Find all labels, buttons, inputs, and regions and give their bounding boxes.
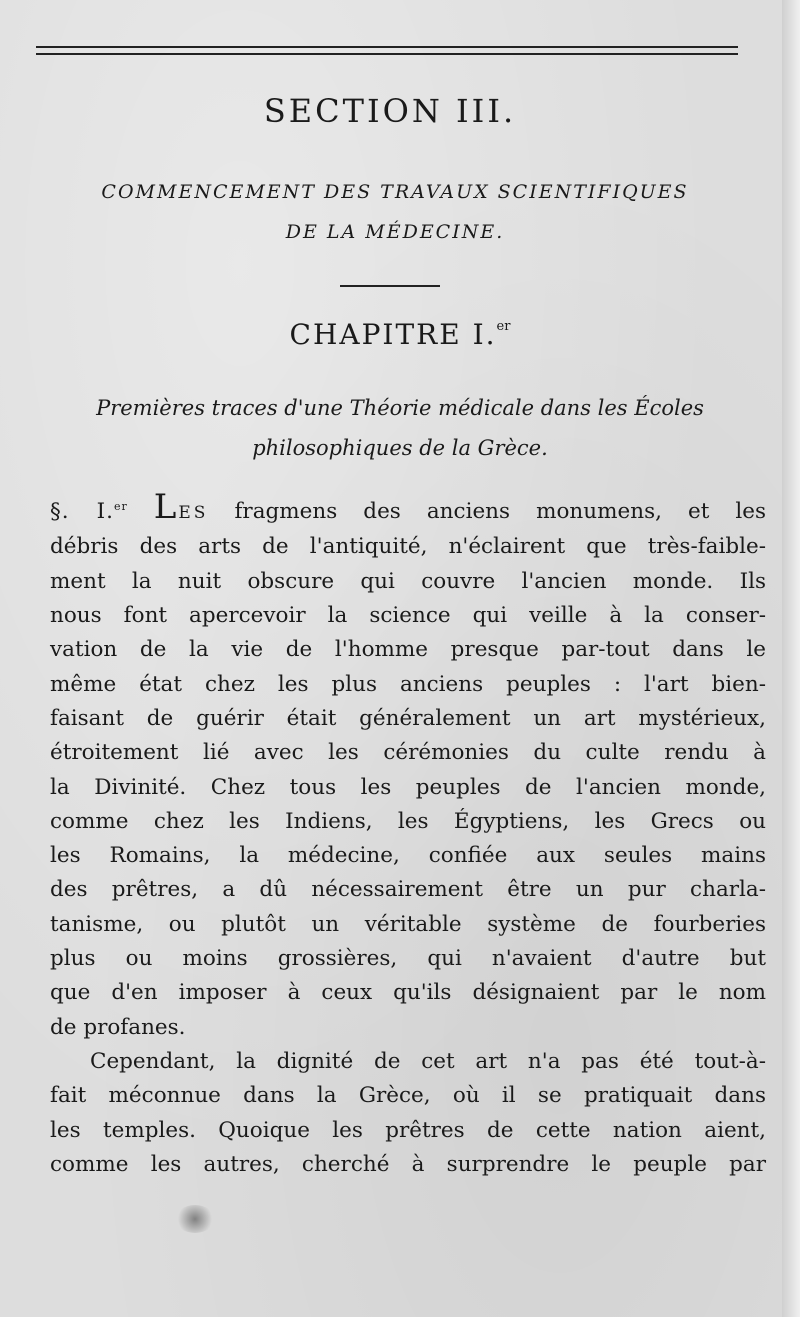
paragraph-mark [50,499,128,524]
section-subtitle-line-1: COMMENCEMENT DES TRAVAUX SCIENTIFIQUES [101,181,689,203]
small-caps: ES [178,503,209,524]
text-line: comme chez les Indiens, les Égyptiens, les Grecs ou [50,808,766,834]
paragraph-2-first-line: Cependant, la dignité de cet art n'a pas été tout-à- [90,1048,766,1074]
chapter-subtitle [30,388,770,468]
chapter-title-text: CHAPITRE I. [289,318,497,351]
chapter-title-sup: er [496,319,511,334]
top-double-rule [36,46,738,55]
text-line: tanisme, ou plutôt un véritable système de fourberies [50,911,766,937]
text-line: que d'en imposer à ceux qu'ils désignaient par le nom [50,980,766,1006]
section-subtitle [30,172,760,252]
paragraph-mark-text: §. I. [50,499,114,525]
text-line: plus ou moins grossières, qui n'avaient d'autre but [50,946,766,972]
text-line: des prêtres, a dû nécessairement être un pur charla- [50,877,766,903]
text-line: vation de la vie de l'homme presque par-tout dans le [50,637,766,663]
drop-cap: L [153,487,179,528]
text-line: de profanes. [50,1014,186,1040]
text-line: nous font apercevoir la science qui veille à la conser- [50,603,766,629]
separator-rule [340,285,440,287]
section-title: SECTION III. [263,92,517,130]
section-subtitle-line-2: DE LA MÉDECINE. [285,221,505,243]
text-line: les temples. Quoique les prêtres de cette nation aient, [50,1117,766,1143]
text-line: faisant de guérir était généralement un art mystérieux, [50,705,766,731]
paragraph-1-first-line [50,487,766,530]
text-line: comme les autres, cherché à surprendre le peuple par [50,1151,766,1177]
ink-smudge [175,1205,215,1233]
body-text [50,487,766,1182]
text-line: fait méconnue dans la Grèce, où il se pratiquait dans [50,1083,766,1109]
text-line: étroitement lié avec les cérémonies du culte rendu à [50,740,766,766]
text-line: les Romains, la médecine, confiée aux seules mains [50,843,766,869]
chapter-subtitle-line-2: philosophiques de la Grèce. [252,436,548,460]
text-line: débris des arts de l'antiquité, n'éclairent que très-faible- [50,534,766,560]
text-line: la Divinité. Chez tous les peuples de l'ancien monde, [50,774,766,800]
first-line-rest: fragmens des anciens monumens, et les [234,499,766,525]
text-line: même état chez les plus anciens peuples : l'art bien- [50,671,766,697]
text-line: ment la nuit obscure qui couvre l'ancien monde. Ils [50,568,766,594]
paragraph-mark-sup: er [113,500,128,513]
page-edge [782,0,800,1317]
chapter-subtitle-line-1: Premières traces d'une Théorie médicale dans les Écoles [96,396,704,420]
chapter-title [0,318,800,351]
